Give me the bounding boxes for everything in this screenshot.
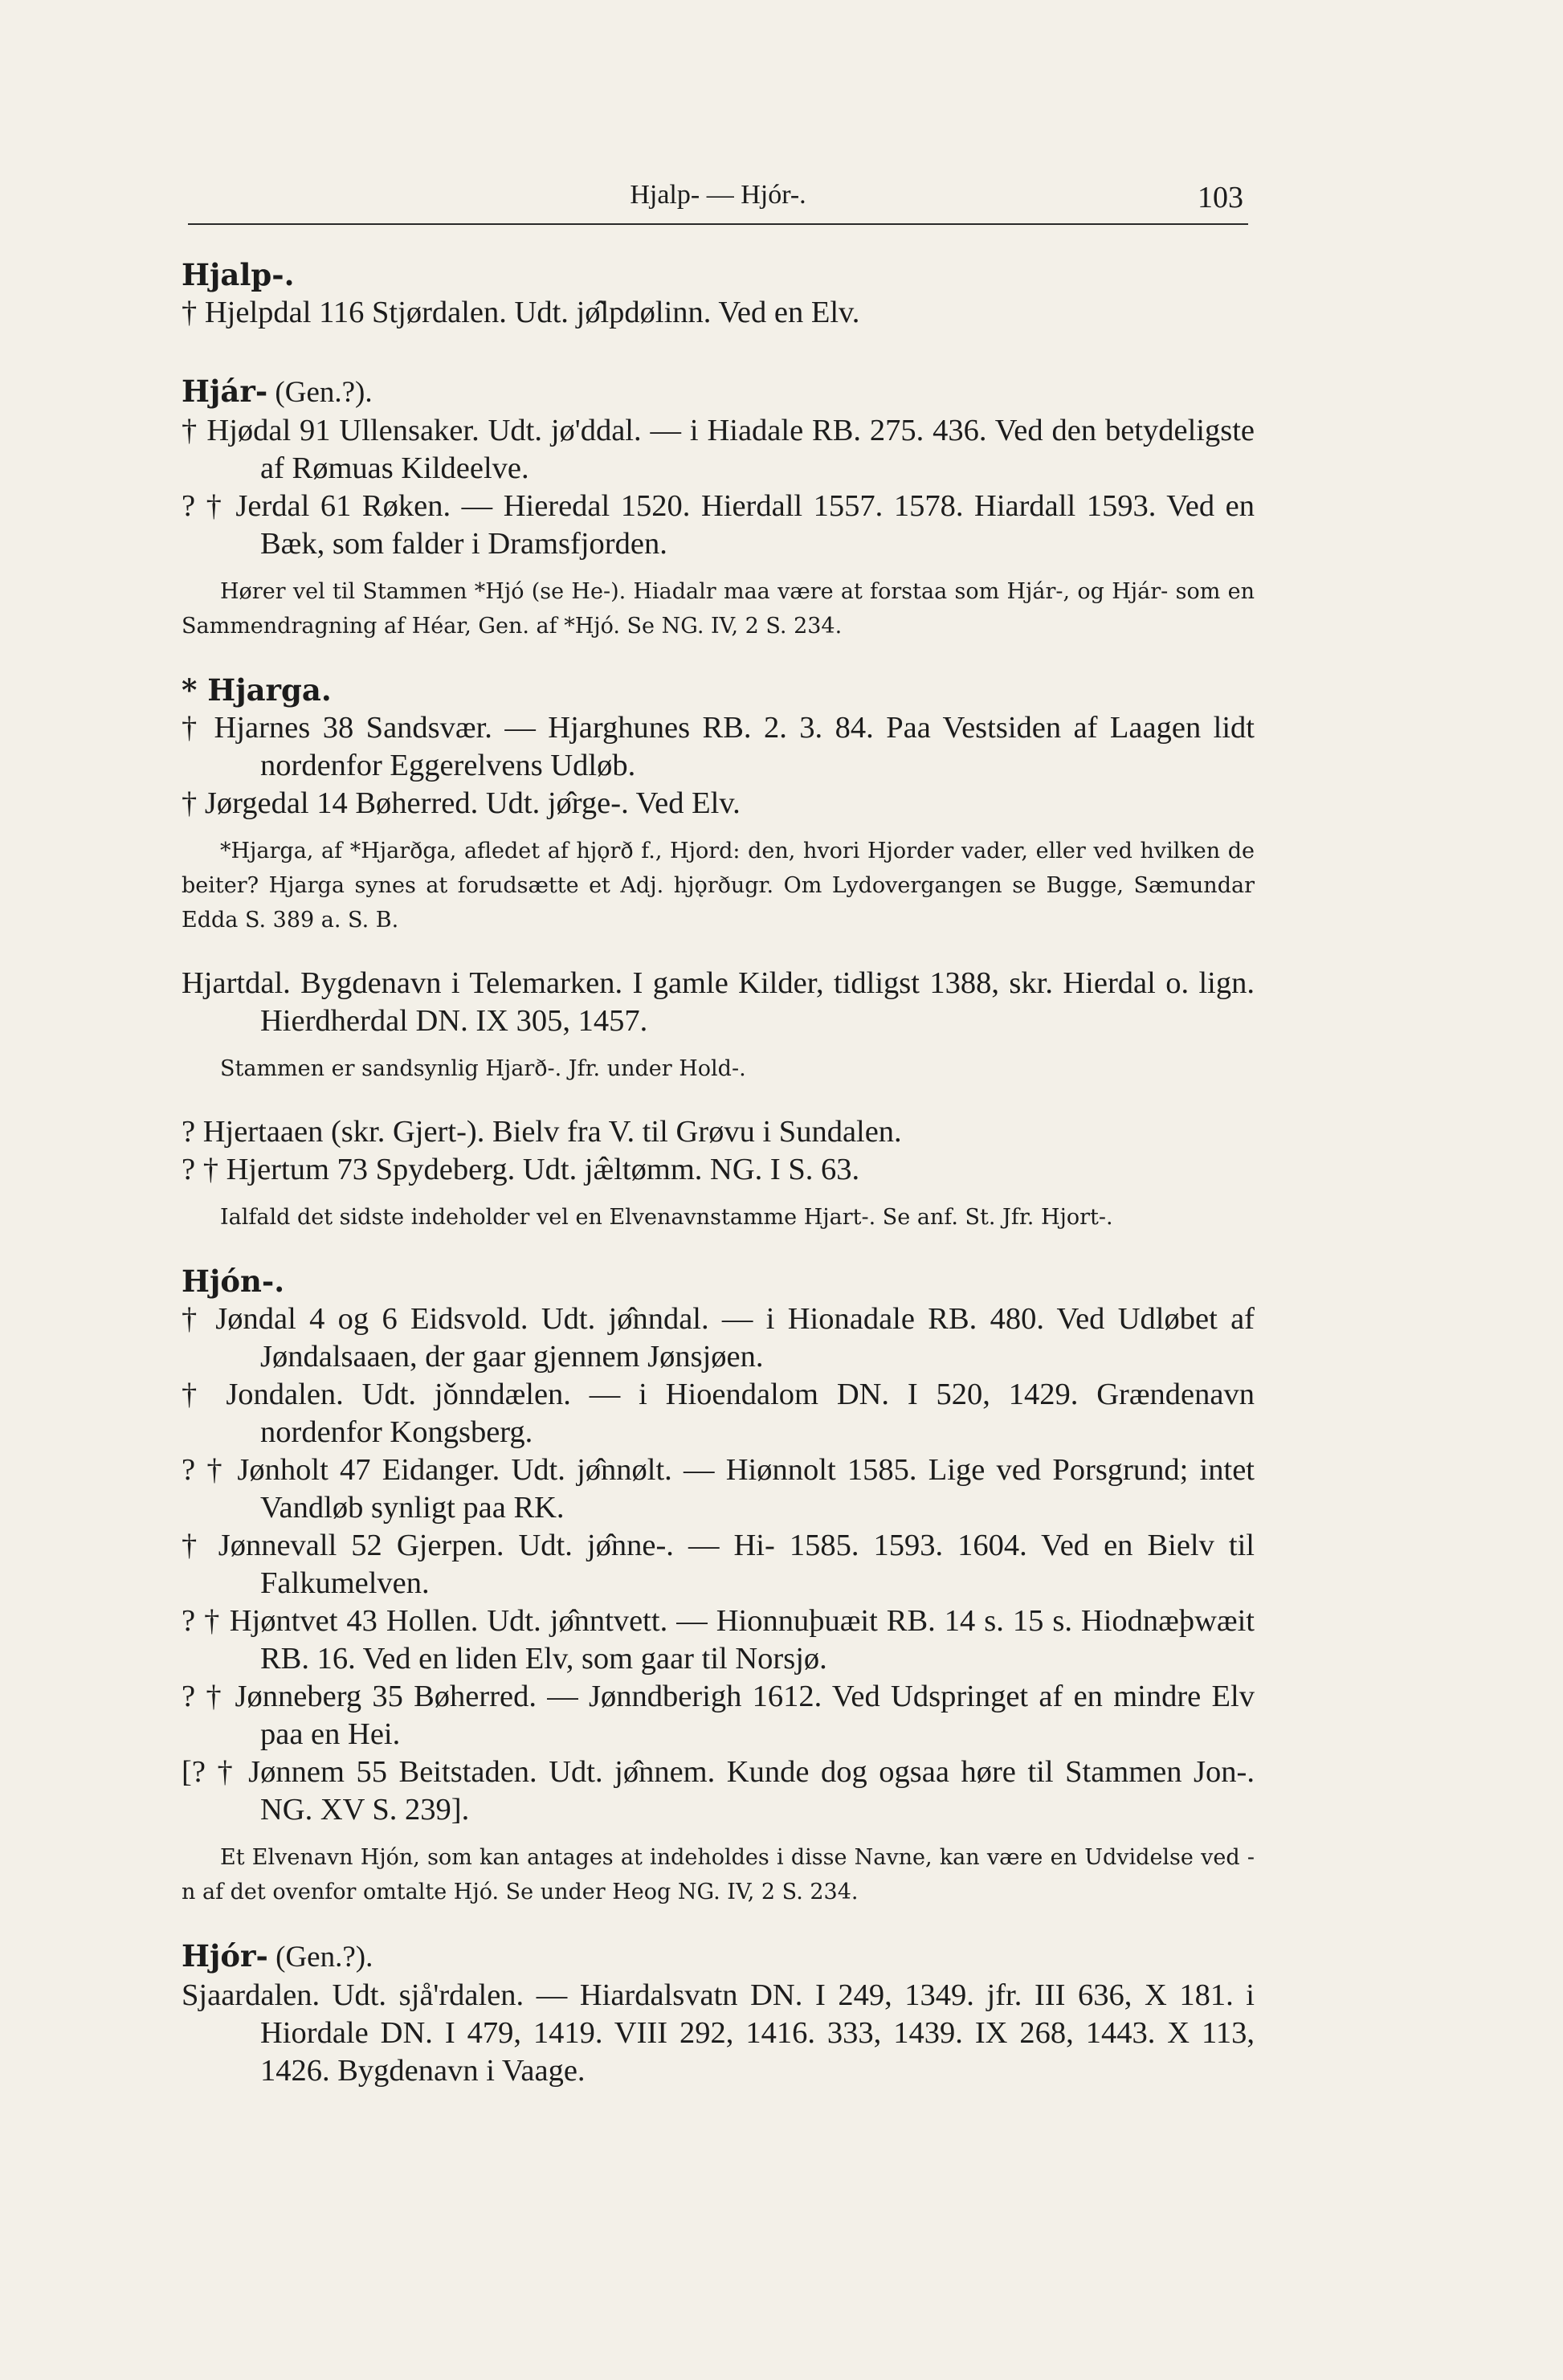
etymology-note: Ialfald det sidste indeholder vel en Elvenavnstamme Hjart-. Se anf. St. Jfr. Hjort-. — [220, 1205, 1113, 1230]
page-header — [188, 178, 1248, 225]
entry: † Hjarnes 38 Sandsvær. — Hjarghunes RB. 2. 3. 84. Paa Vestsiden af Laagen lidt nordenfor Eggerelvens Udløb. — [182, 711, 1255, 782]
etymology-note: Hører vel til Stammen *Hjó (se He-). Hiadalr maa være at forstaa som Hjár-, og Hjár- som en Sammendragning af Héar, Gen. af *Hjó. Se NG. IV, 2 S. 234. — [182, 579, 1255, 639]
entry: ? † Hjøntvet 43 Hollen. Udt. jø̂nntvett. — Hionnuþuæit RB. 14 s. 15 s. Hiodnæþwæit RB. 16. Ved en liden Elv, som gaar til Norsjø. — [182, 1604, 1255, 1676]
entry: Sjaardalen. Udt. sjå'rdalen. — Hiardalsvatn DN. I 249, 1349. jfr. III 636, X 181. i Hiordale DN. I 479, 1419. VIII 292, 1416. 333, 1439. IX 268, 1443. X 113, 1426. Bygdenavn i Vaage. — [182, 1978, 1255, 2088]
lemma-heading: Hjón-. — [182, 1263, 285, 1299]
lemma-heading: Hjór- (Gen.?). — [182, 1938, 373, 1974]
lemma-heading: * Hjarga. — [182, 672, 332, 708]
entry: † Hjødal 91 Ullensaker. Udt. jø'ddal. — i Hiadale RB. 275. 436. Ved den betydeligste af Rømuas Kildeelve. — [182, 414, 1255, 485]
entry: † Jønnevall 52 Gjerpen. Udt. jø̂nne-. — Hi- 1585. 1593. 1604. Ved en Bielv til Falkumelven. — [182, 1529, 1255, 1600]
running-head: Hjalp- — Hjór-. — [630, 180, 806, 210]
entry: † Jøndal 4 og 6 Eidsvold. Udt. jø̂nndal. — i Hionadale RB. 480. Ved Udløbet af Jøndalsaaen, der gaar gjennem Jønsjøen. — [182, 1302, 1255, 1374]
page-body — [182, 255, 1255, 2090]
entry: ? Hjertaaen (skr. Gjert-). Bielv fra V. til Grøvu i Sundalen. — [182, 1115, 902, 1149]
entry: † Jondalen. Udt. jǒnndælen. — i Hioendalom DN. I 520, 1429. Grændenavn nordenfor Kongsberg. — [182, 1378, 1255, 1449]
entry: Hjartdal. Bygdenavn i Telemarken. I gamle Kilder, tidligst 1388, skr. Hierdal o. lign. Hierdherdal DN. IX 305, 1457. — [182, 966, 1255, 1038]
lemma-heading: Hjalp-. — [182, 257, 295, 292]
entry: ? † Jønholt 47 Eidanger. Udt. jø̂nnølt. — Hiønnolt 1585. Lige ved Porsgrund; intet Vandløb synligt paa RK. — [182, 1453, 1255, 1525]
lemma-heading: Hjár- (Gen.?). — [182, 374, 373, 409]
etymology-note: *Hjarga, af *Hjarðga, afledet af hjǫrð f., Hjord: den, hvori Hjorder vader, eller ved hvilken de beiter? Hjarga synes at forudsætte et Adj. hjǫrðugr. Om Lydovergangen se Bugge, Sæmundar Edda S. 389 a. S. B. — [182, 839, 1255, 933]
entry: ? † Hjertum 73 Spydeberg. Udt. jæ̂ltømm. NG. I S. 63. — [182, 1153, 860, 1186]
entry: † Jørgedal 14 Bøherred. Udt. jø̂rge-. Ved Elv. — [182, 786, 741, 820]
etymology-note: Et Elvenavn Hjón, som kan antages at indeholdes i disse Navne, kan være en Udvidelse ved -n af det ovenfor omtalte Hjó. Se under Heog NG. IV, 2 S. 234. — [182, 1845, 1255, 1904]
entry: [? † Jønnem 55 Beitstaden. Udt. jø̂nnem. Kunde dog ogsaa høre til Stammen Jon-. NG. XV S. 239]. — [182, 1755, 1255, 1827]
entry: ? † Jønneberg 35 Bøherred. — Jønndberigh 1612. Ved Udspringet af en mindre Elv paa en Hei. — [182, 1680, 1255, 1751]
entry: ? † Jerdal 61 Røken. — Hieredal 1520. Hierdall 1557. 1578. Hiardall 1593. Ved en Bæk, som falder i Dramsfjorden. — [182, 489, 1255, 561]
etymology-note: Stammen er sandsynlig Hjarð-. Jfr. under Hold-. — [220, 1056, 746, 1081]
page-number: 103 — [1198, 181, 1243, 214]
entry: † Hjelpdal 116 Stjørdalen. Udt. jø̂lpdølinn. Ved en Elv. — [182, 296, 860, 329]
